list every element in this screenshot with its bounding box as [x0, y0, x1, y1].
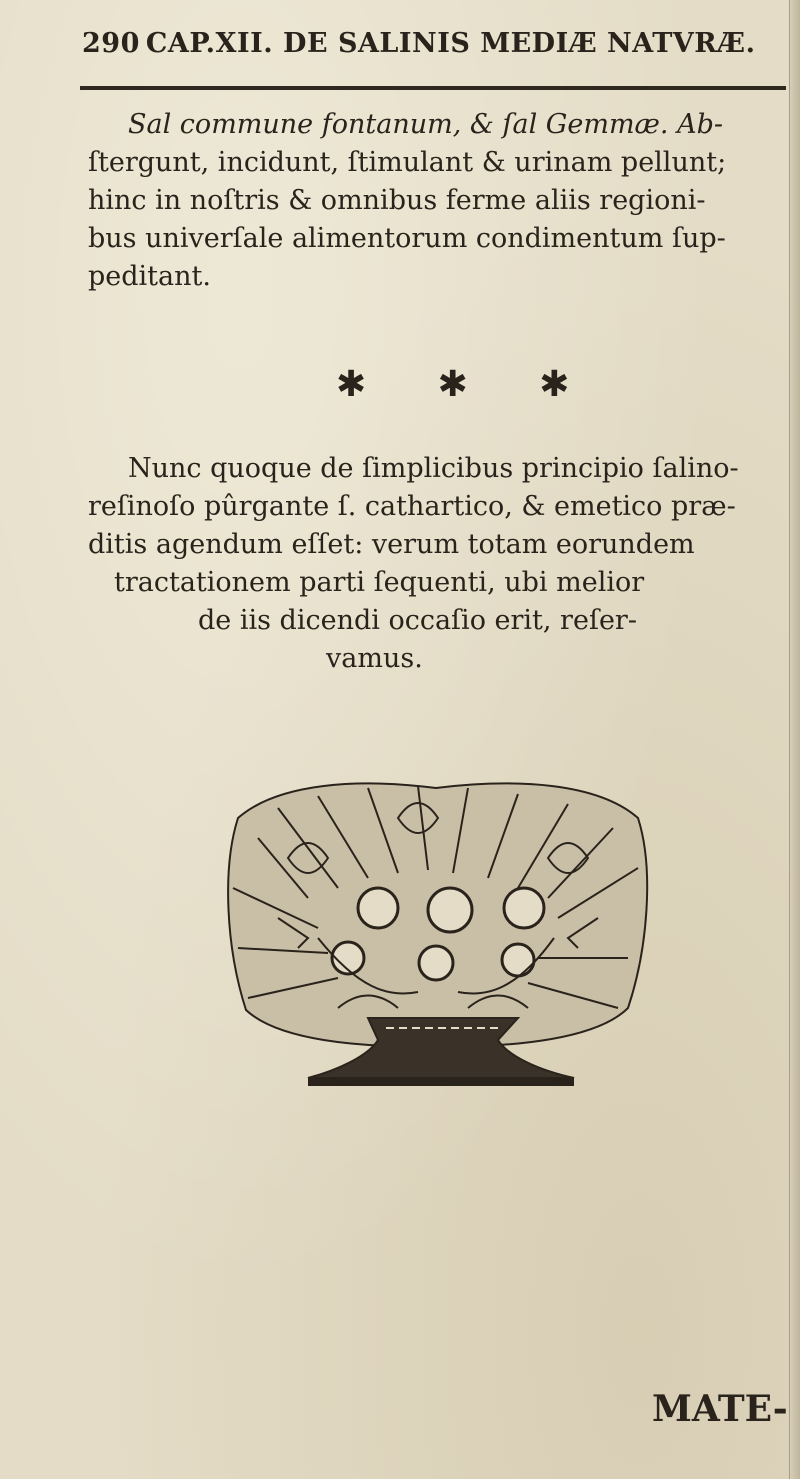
woodcut-flower-vase-icon	[218, 778, 654, 1090]
text-line: bus univerſale alimentorum condimentum ſup-	[88, 223, 726, 254]
paragraph-1	[88, 106, 788, 296]
text-line: reſinoſo pûrgante ſ. cathartico, & emetico præ-	[88, 491, 736, 522]
text-line: tractationem parti ſequenti, ubi melior	[114, 567, 645, 598]
page-edge	[789, 0, 800, 1479]
text-line: hinc in noſtris & omnibus ferme aliis regioni-	[88, 185, 706, 216]
page-number: 290	[82, 28, 140, 59]
catchword: MATE-	[652, 1388, 788, 1430]
running-title: CAP.XII. DE SALINIS MEDIÆ NATVRÆ.	[145, 28, 756, 59]
running-head	[82, 28, 782, 59]
text-line: vamus.	[326, 643, 423, 674]
asterism-ornament: ✱ ✱ ✱	[336, 364, 600, 405]
header-rule	[80, 86, 786, 90]
text-line: Nunc quoque de ſimplicibus principio ſalino-	[128, 453, 739, 484]
text-line: de iis dicendi occaſio erit, reſer-	[198, 605, 637, 636]
text-line: peditant.	[88, 261, 211, 292]
paragraph-2	[88, 450, 788, 678]
text-line: Sal commune fontanum, & ſal Gemmæ. Ab-	[128, 109, 723, 140]
text-line: ditis agendum eſſet: verum totam eorundem	[88, 529, 695, 560]
text-line: ſtergunt, incidunt, ſtimulant & urinam pellunt;	[88, 147, 727, 178]
